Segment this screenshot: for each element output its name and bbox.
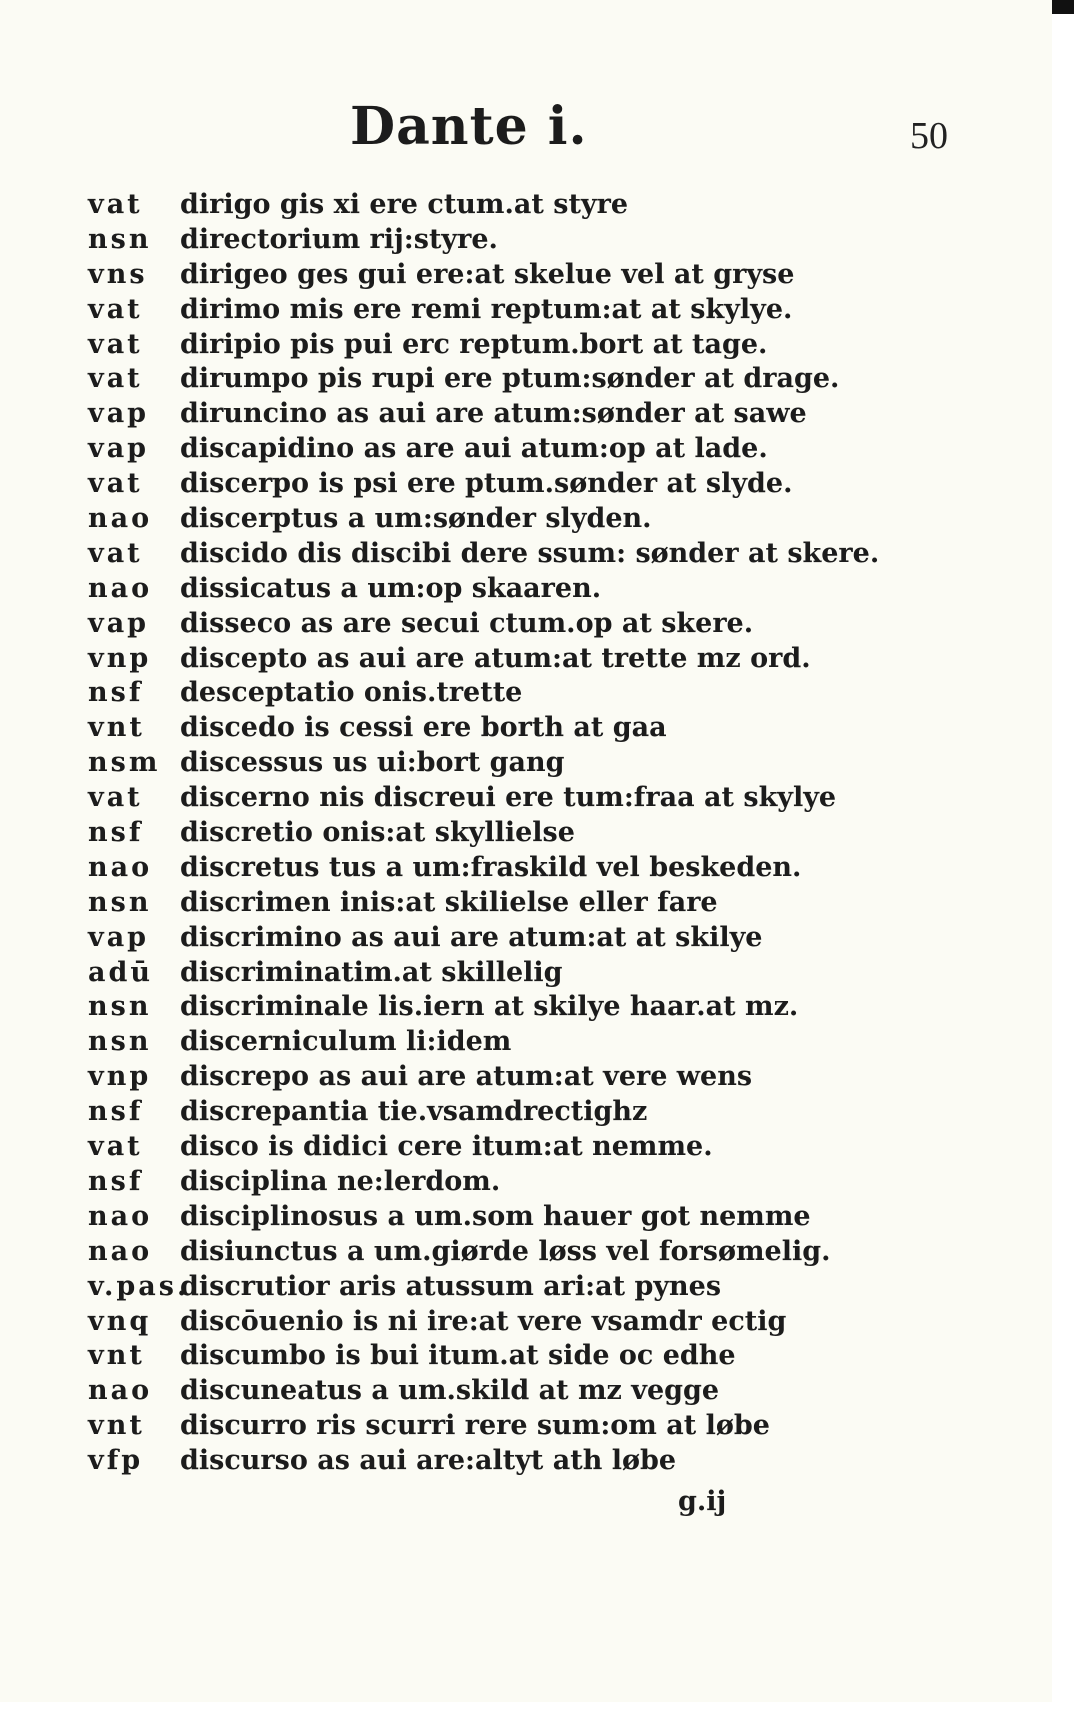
entry-text: discuneatus a um.skild at mz vegge (180, 1375, 720, 1407)
grammar-code: vnt (88, 1410, 145, 1442)
dictionary-entry (88, 851, 868, 886)
entry-text: discepto as aui are atum:at trette mz ord. (180, 642, 811, 674)
grammar-code: nao (88, 1375, 153, 1407)
entry-text: disco is didici cere itum:at nemme. (180, 1131, 713, 1163)
grammar-code: vnt (88, 1340, 145, 1372)
dictionary-entry (88, 1305, 868, 1340)
entry-text: discido dis discibi dere ssum: sønder at skere. (180, 537, 880, 569)
dictionary-entries (88, 188, 880, 1479)
grammar-code: vap (88, 607, 150, 639)
entry-text: discrimino as aui are atum:at at skilye (180, 921, 763, 953)
grammar-code: nsf (88, 817, 144, 849)
dictionary-entry (88, 781, 868, 816)
grammar-code: vat (88, 293, 143, 325)
grammar-code: nsf (88, 677, 144, 709)
entry-text: disciplinosus a um.som hauer got nemme (180, 1200, 811, 1232)
grammar-code: vfp (88, 1445, 144, 1477)
entry-text: discrutior aris atussum ari:at pynes (180, 1270, 722, 1302)
entry-text: discumbo is bui itum.at side oc edhe (180, 1340, 736, 1372)
dictionary-entry (88, 816, 868, 851)
dictionary-entry (88, 397, 868, 432)
entry-text: discrepantia tie.vsamdrectighz (180, 1096, 648, 1128)
entry-text: discrimen inis:at skilielse eller fare (180, 886, 718, 918)
dictionary-entry (88, 956, 868, 991)
dictionary-entry (88, 676, 868, 711)
entry-text: discerno nis discreui ere tum:fraa at skylye (180, 782, 837, 814)
grammar-code: vap (88, 398, 150, 430)
dictionary-entry (88, 432, 868, 467)
dictionary-entry (88, 258, 868, 293)
entry-text: discōuenio is ni ire:at vere vsamdr ectig (180, 1305, 787, 1337)
grammar-code: v.pas. (88, 1270, 190, 1302)
dictionary-entry (88, 921, 868, 956)
entry-text: diruncino as aui are atum:sønder at sawe (180, 398, 807, 430)
dictionary-entry (88, 886, 868, 921)
grammar-code: vat (88, 189, 143, 220)
dictionary-entry (88, 362, 868, 397)
entry-text: directorium rij:styre. (180, 223, 498, 255)
entry-text: desceptatio onis.trette (180, 677, 523, 709)
grammar-code: vat (88, 468, 143, 500)
dictionary-entry (88, 1060, 868, 1095)
dictionary-entry (88, 223, 868, 258)
entry-text: discriminale lis.iern at skilye haar.at mz. (180, 991, 799, 1023)
dictionary-entry (88, 1409, 868, 1444)
dictionary-entry (88, 1130, 868, 1165)
entry-text: dirumpo pis rupi ere ptum:sønder at drage. (180, 363, 840, 395)
entry-text: discerniculum li:idem (180, 1026, 512, 1058)
grammar-code: vat (88, 363, 143, 395)
dictionary-entry (88, 1374, 868, 1409)
entry-text: dirigo gis xi ere ctum.at styre (180, 189, 629, 220)
running-head: Dante i. (350, 96, 588, 157)
grammar-code: vat (88, 1131, 143, 1163)
dictionary-entry (88, 746, 868, 781)
grammar-code: vat (88, 537, 143, 569)
entry-text: discretus tus a um:fraskild vel beskeden. (180, 851, 802, 883)
dictionary-entry (88, 188, 868, 223)
grammar-code: vnp (88, 1061, 152, 1093)
dictionary-entry (88, 537, 880, 572)
entry-text: discriminatim.at skillelig (180, 956, 563, 988)
grammar-code: nsf (88, 1165, 144, 1197)
dictionary-entry (88, 467, 868, 502)
dictionary-entry (88, 1200, 868, 1235)
entry-text: discurro ris scurri rere sum:om at løbe (180, 1410, 770, 1442)
grammar-code: nao (88, 1235, 153, 1267)
entry-text: discerptus a um:sønder slyden. (180, 503, 652, 535)
page-number: 50 (910, 115, 948, 157)
entry-text: discessus us ui:bort gang (180, 747, 565, 779)
grammar-code: adū (88, 956, 154, 988)
entry-text: discerpo is psi ere ptum.sønder at slyde. (180, 468, 793, 500)
grammar-code: vnt (88, 712, 145, 744)
grammar-code: vat (88, 782, 143, 814)
entry-text: dissicatus a um:op skaaren. (180, 572, 602, 604)
entry-text: discretio onis:at skyllielse (180, 817, 575, 849)
entry-text: diripio pis pui erc reptum.bort at tage. (180, 328, 768, 360)
grammar-code: nsm (88, 747, 161, 779)
dictionary-entry (88, 990, 868, 1025)
dictionary-entry (88, 1165, 868, 1200)
dictionary-entry (88, 1095, 868, 1130)
grammar-code: nsn (88, 991, 152, 1023)
dictionary-entry (88, 502, 868, 537)
grammar-code: vap (88, 921, 150, 953)
dictionary-entry (88, 642, 868, 677)
dictionary-entry (88, 1235, 868, 1270)
dictionary-entry (88, 293, 868, 328)
dictionary-entry (88, 328, 868, 363)
dictionary-entry (88, 1025, 868, 1060)
grammar-code: nao (88, 851, 153, 883)
dictionary-entry (88, 572, 868, 607)
entry-text: disciplina ne:lerdom. (180, 1165, 501, 1197)
scan-edge-mark (1052, 0, 1074, 14)
grammar-code: vat (88, 328, 143, 360)
grammar-code: nao (88, 1200, 153, 1232)
grammar-code: vnp (88, 642, 152, 674)
grammar-code: nao (88, 572, 153, 604)
entry-text: discurso as aui are:altyt ath løbe (180, 1445, 677, 1477)
grammar-code: vap (88, 433, 150, 465)
dictionary-entry (88, 1444, 868, 1479)
dictionary-entry (88, 1339, 868, 1374)
signature-mark: g.ij (678, 1486, 727, 1517)
entry-text: disiunctus a um.giørde løss vel forsømelig. (180, 1235, 831, 1267)
entry-text: disseco as are secui ctum.op at skere. (180, 607, 754, 639)
grammar-code: nsn (88, 886, 152, 918)
entry-text: dirigeo ges gui ere:at skelue vel at gryse (180, 258, 795, 290)
grammar-code: nsn (88, 1026, 152, 1058)
entry-text: discrepo as aui are atum:at vere wens (180, 1061, 753, 1093)
dictionary-entry (88, 711, 868, 746)
entry-text: discapidino as are aui atum:op at lade. (180, 433, 768, 465)
grammar-code: vns (88, 258, 148, 290)
grammar-code: nao (88, 503, 153, 535)
dictionary-entry (88, 1270, 868, 1305)
entry-text: dirimo mis ere remi reptum:at at skylye. (180, 293, 793, 325)
grammar-code: nsn (88, 223, 152, 255)
entry-text: discedo is cessi ere borth at gaa (180, 712, 667, 744)
grammar-code: nsf (88, 1096, 144, 1128)
grammar-code: vnq (88, 1305, 152, 1337)
dictionary-entry (88, 607, 868, 642)
